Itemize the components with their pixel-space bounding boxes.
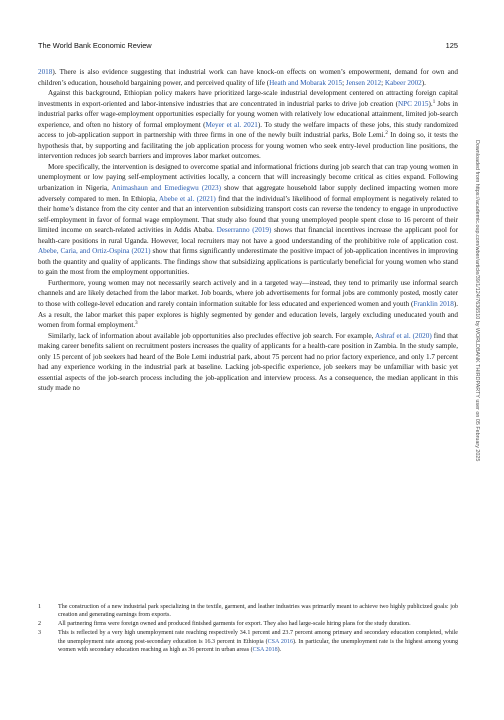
footnote-number: 3 [38,630,42,637]
citation-link[interactable]: Jensen 2012 [345,78,382,87]
footnote-marker[interactable]: 1 [432,99,436,105]
footnote [38,629,458,654]
footnote-number: 2 [38,621,42,628]
citation-link[interactable]: Franklin 2018 [413,300,454,309]
citation-link[interactable]: Deserranno (2019) [216,226,272,235]
citation-link[interactable]: Meyer et al. 2021 [205,120,258,129]
citation-link[interactable]: Heath and Mobarak 2015 [269,78,343,87]
footnote-marker[interactable]: 3 [135,321,138,327]
download-notice: Downloaded from https://academic.oup.com/wber/article/39/1/124/7636510 by WORLDBANK THIRDPARTY user on 05 February 2025 [474,140,480,462]
citation-link[interactable]: Kabeer 2002 [384,78,422,87]
paragraph: Against this background, Ethiopian policy makers have prioritized large-scale industrial development centered on attracting foreign capital investments in export-oriented and labor-intensive industries that are concentrated in industrial parks to drive job creation (NPC 2015).$^1$ Jobs in industrial parks offer wage-employment opportunities especially for young women with relatively low educational attainment, limited job-search experience, and often no history of formal employment (Meyer et al. 2021). To study the welfare impacts of these jobs, this study randomized access to job-application support in partnership with three firms in one of the newly built industrial parks, Bole Lemi.$^2$ In doing so, it tests the hypothesis that, by supporting and facilitating the job application process for young women who seek entry-level production line positions, the intervention reduces job search barriers and improves labor market outcomes. [38,89,458,161]
footnote [38,620,458,628]
citation-link[interactable]: NPC 2015 [397,99,429,108]
article-body [38,67,458,394]
footnote-number: 1 [38,604,42,610]
citation-link[interactable]: 2018 [38,68,53,76]
paragraph: Similarly, lack of information about available job opportunities also precludes effective job search. For example, Ashraf et al. (2020) find that making career benefits salient on recruitment posters increases the quality of applicants for a health-care position in Zambia. In the study sample, only 15 percent of job seekers had heard of the Bole Lemi industrial park, about 75 percent had no prior factory experience, and only 1.7 percent had any experience working in the industrial park at baseline. Lacking job-specific experience, job seekers may be unfamiliar with basic yet essential aspects of the job-search process including the job-application and interview process. As a consequence, the median applicant in this study made no [38,331,458,393]
paragraph: More specifically, the intervention is designed to overcome spatial and informational frictions during job search that can trap young women in unemployment or low paying self-employment activities locally, a concern that will increasingly become critical as cities expand. Following urbanization in Nigeria, Animashaun and Emediegwu (2023) show that aggregate household labor supply declined impacting women more adversely compared to men. In Ethiopia, Abebe et al. (2021) find that the individual’s likelihood of formal employment is negatively related to their home’s distance from the city center and that an intervention subsidizing transport costs can reverse the tendency to engage in unproductive self-employment in favor of formal wage employment. That study also found that young unemployed people spent close to 16 percent of their limited income on search-related activities in Addis Ababa. Deserranno (2019) shows that financial incentives increase the applicant pool for health-care positions in rural Uganda. However, local recruiters may not have a good understanding of the prohibitive role of application cost. Abebe, Caria, and Ortiz-Ospina (2021) show that firms significantly underestimate the positive impact of job-application incentives in improving both the quantity and quality of applicants. The findings show that subsidizing applications is particularly beneficial for young women who stand to gain the most from the employment opportunities. [38,162,459,277]
journal-title: The World Bank Economic Review [38,41,152,50]
footnote-text: This is reflected by a very high unemployment rate reaching respectively 34.1 percent and 23.7 percent among primary and secondary education completed, while the unemployment rate among post-secondary education is 16.3 percent in Ethiopia (CSA 2016). In particular, the unemployment rate is the highest among young women with secondary education reaching as high as 36 percent in urban areas (CSA 2018). [58,630,458,654]
page-number: 125 [445,41,458,50]
footnote-text: All partnering firms were foreign owned and produced finished garments for export. They also had large-scale hiring plans for the study duration. [58,621,411,628]
paragraph: 2018). There is also evidence suggesting that industrial work can have knock-on effects on women’s empowerment, demand for own and children’s education, household bargaining power, and perceived quality of life (Heath and Mobarak 2015; Jensen 2012; Kabeer 2002). [38,68,458,87]
citation-link[interactable]: Animashaun and Emediegwu (2023) [111,184,221,193]
citation-link[interactable]: Abebe et al. (2021) [158,194,216,203]
download-watermark [476,140,484,580]
paragraph: Furthermore, young women may not necessarily search actively and in a targeted way—instead, they tend to primarily use informal search channels and are likely detached from the labor market. Job boards, where job advertisements for formal jobs are commonly posted, mostly cater to those with college-level education and rarely contain information suitable for less educated and experienced women and youth (Franklin 2018). As a result, the labor market this paper explores is highly segmented by gender and education levels, largely excluding uneducated youth and women from formal employment.$^3$ [38,278,459,330]
citation-link[interactable]: Abebe, Caria, and Ortiz-Ospina (2021) [38,247,151,256]
footnote [38,603,458,620]
footnote-marker[interactable]: 2 [385,131,388,137]
footnote-text: The construction of a new industrial park specializing in the textile, garment, and leather industries was primarily meant to achieve two highly publicized goals: job creation and generating earnings from exports. [58,604,458,619]
footnotes [38,603,458,655]
citation-link[interactable]: CSA 2018 [252,647,278,654]
citation-link[interactable]: CSA 2016 [267,638,293,645]
citation-link[interactable]: Ashraf et al. (2020) [375,331,432,340]
